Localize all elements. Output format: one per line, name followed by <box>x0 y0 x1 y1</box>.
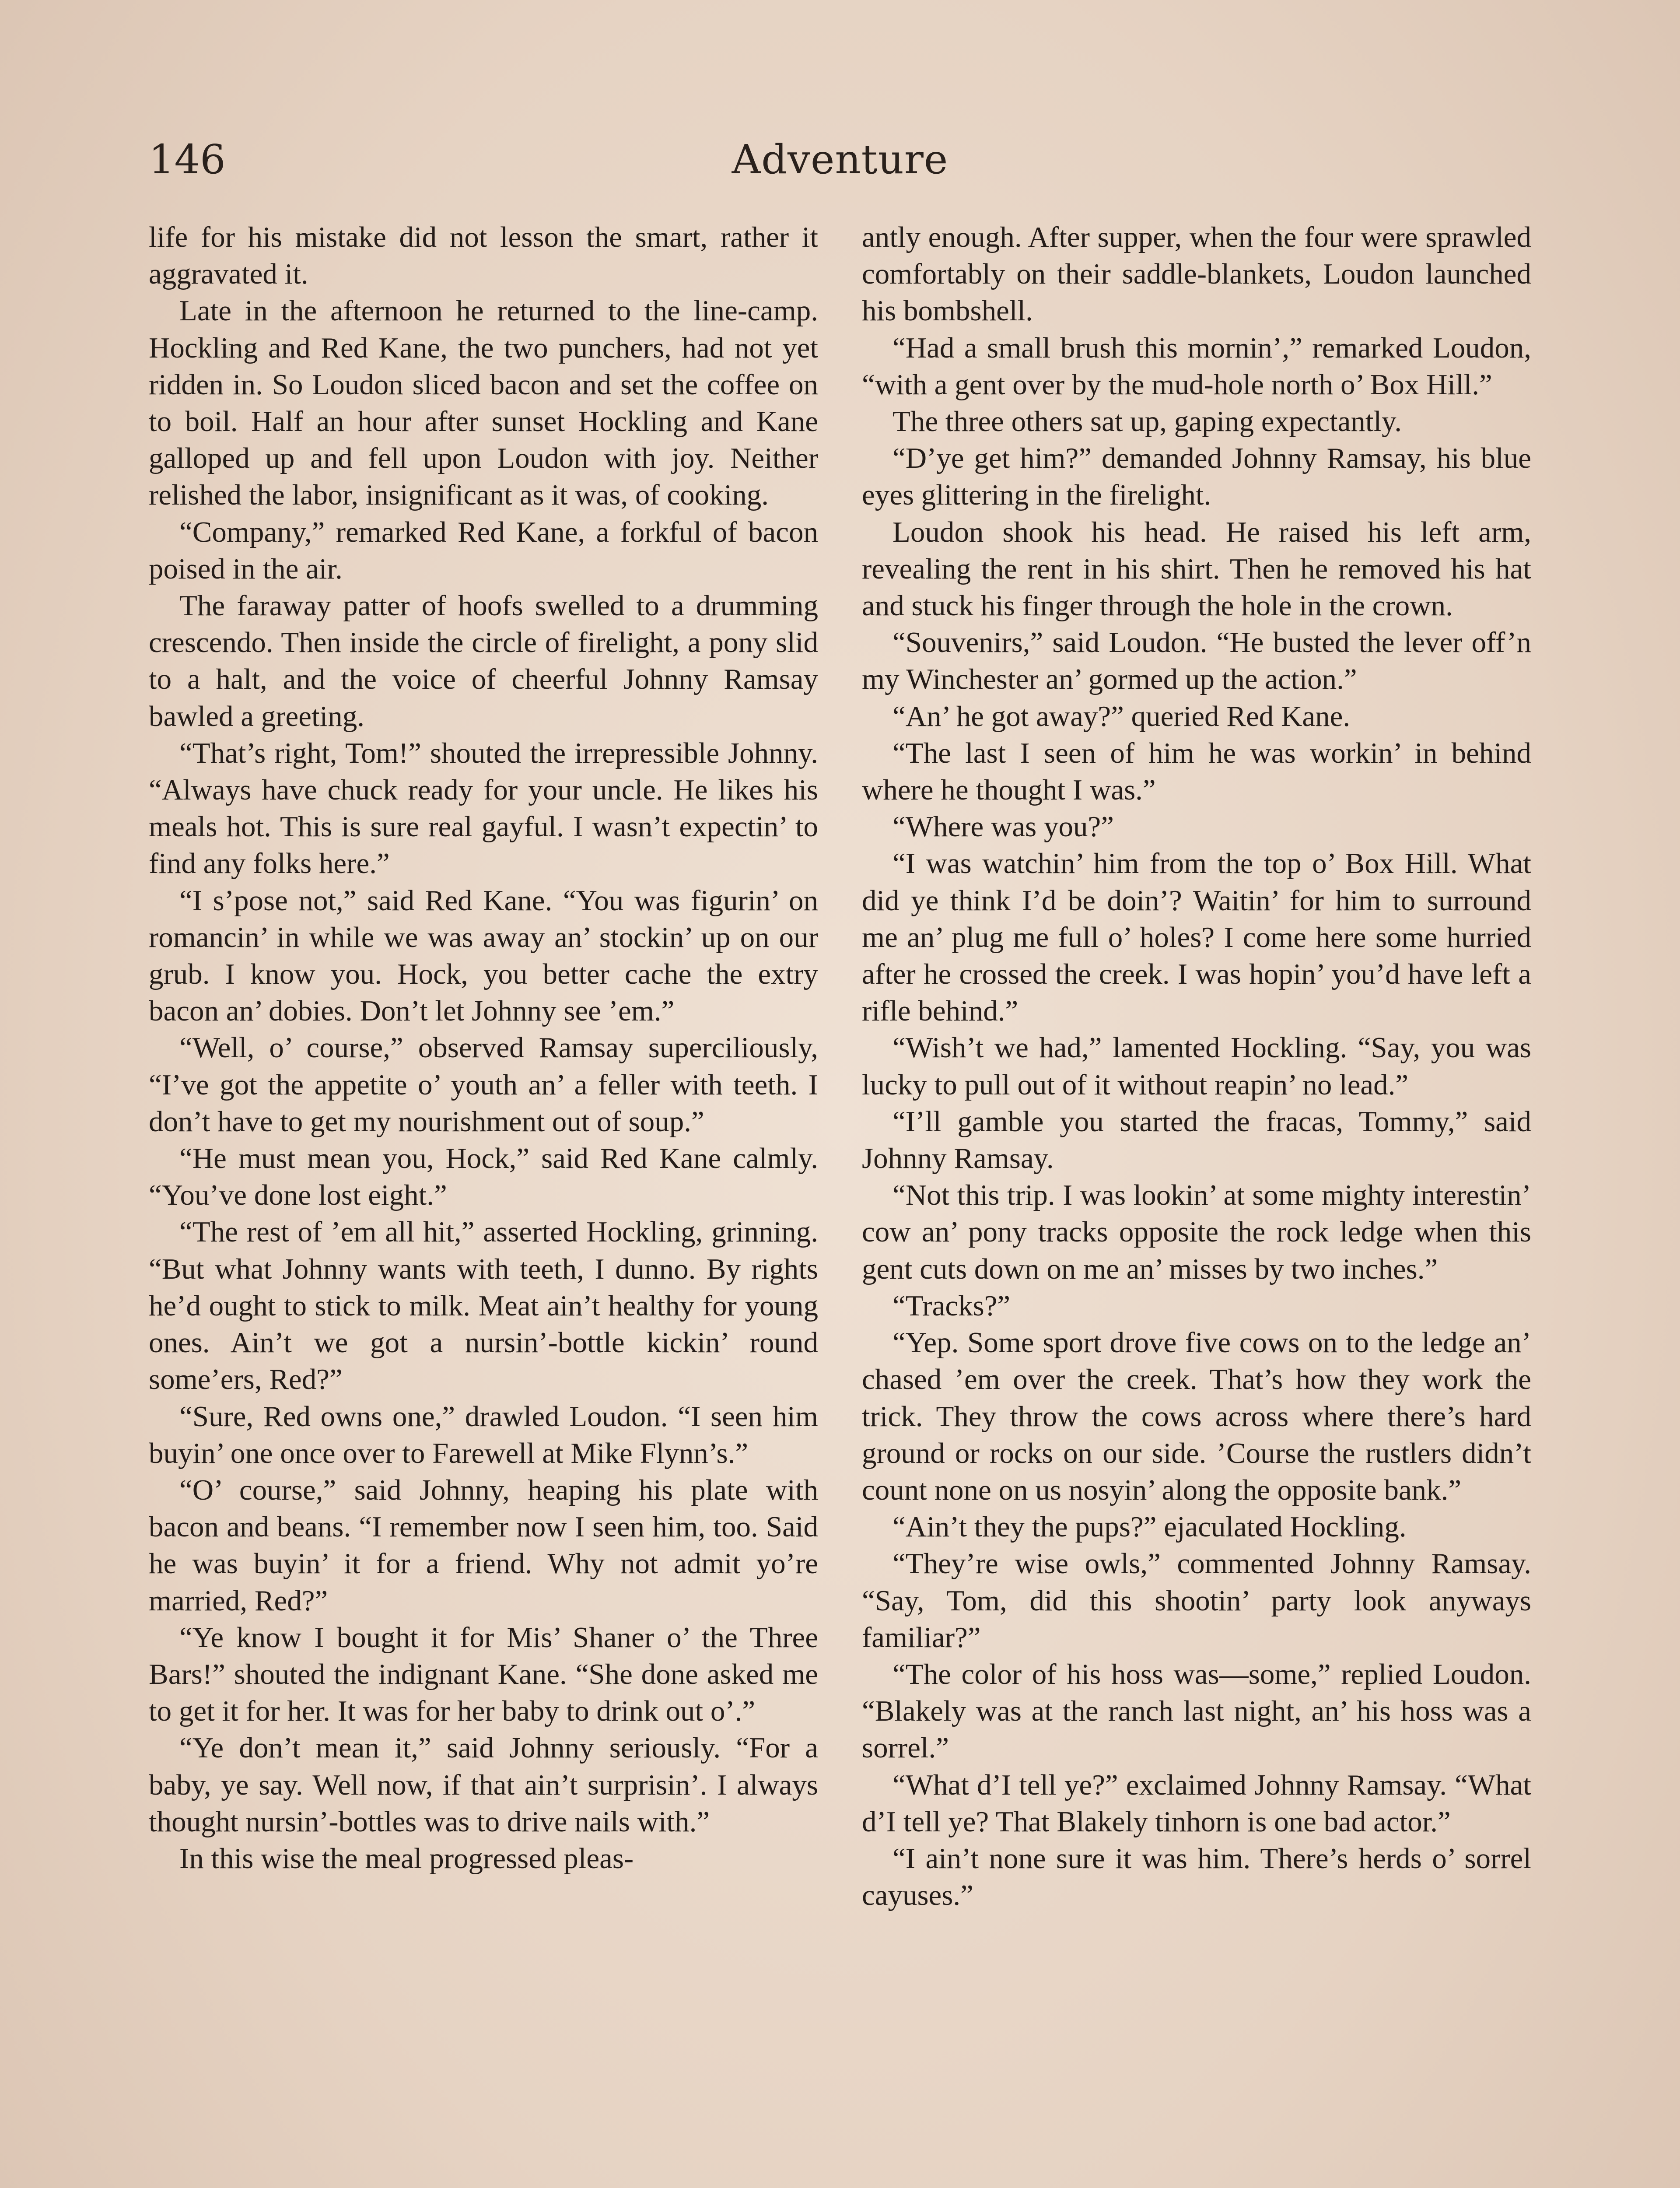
paragraph: life for his mistake did not lesson the smart, rather it aggravated it. <box>149 221 818 291</box>
paragraph: “I s’pose not,” said Red Kane. “You was figurin’ on romancin’ in while we was away an’ stockin’ up on our grub. I know you. Hock, you better cache the extry bacon an’ dobies. Don’t let Johnny see ’em.” <box>149 884 818 1027</box>
paragraph: “Company,” remarked Red Kane, a forkful of bacon poised in the air. <box>149 515 818 585</box>
paragraph: “Yep. Some sport drove five cows on to the ledge an’ chased ’em over the creek. That’s how they work the trick. They throw the cows across where there’s hard ground or rocks on our side. ’Course the rustlers didn’t count none on us nosyin’ along the opposite bank.” <box>862 1326 1531 1506</box>
paragraph: “Sure, Red owns one,” drawled Loudon. “I seen him buyin’ one once over to Farewell at Mike Flynn’s.” <box>149 1400 818 1469</box>
paragraph: In this wise the meal progressed pleas- <box>179 1842 634 1875</box>
paragraph: “They’re wise owls,” commented Johnny Ramsay. “Say, Tom, did this shootin’ party look anyways familiar?” <box>862 1547 1531 1654</box>
paragraph: “Souvenirs,” said Loudon. “He busted the lever off’n my Winchester an’ gormed up the action.” <box>862 626 1531 696</box>
right-column <box>862 219 1531 2188</box>
text-columns <box>149 219 1531 2188</box>
paragraph: “Ye know I bought it for Mis’ Shaner o’ the Three Bars!” shouted the indignant Kane. “She done asked me to get it for her. It was for her baby to drink out o’.” <box>149 1621 818 1728</box>
page-header <box>149 127 1531 193</box>
paragraph: Late in the afternoon he returned to the line-camp. Hockling and Red Kane, the two punchers, had not yet ridden in. So Loudon sliced bacon and set the coffee on to boil. Half an hour after sunset Hockling and Kane galloped up and fell upon Loudon with joy. Neither relished the labor, insignificant as it was, of cooking. <box>149 295 818 512</box>
paragraph: “Ain’t they the pups?” ejaculated Hockling. <box>892 1511 1407 1543</box>
paragraph: “Wish’t we had,” lamented Hockling. “Say, you was lucky to pull out of it without reapin’ no lead.” <box>862 1031 1531 1101</box>
running-title: Adventure <box>732 136 948 183</box>
paragraph: “What d’I tell ye?” exclaimed Johnny Ramsay. “What d’I tell ye? That Blakely tinhorn is one bad actor.” <box>862 1768 1531 1838</box>
paragraph: “Ye don’t mean it,” said Johnny seriously. “For a baby, ye say. Well now, if that ain’t surprisin’. I always thought nursin’-bottles was to drive nails with.” <box>149 1732 818 1838</box>
paragraph: “Where was you?” <box>892 810 1114 843</box>
paragraph: “Tracks?” <box>892 1289 1011 1322</box>
paragraph: “He must mean you, Hock,” said Red Kane calmly. “You’ve done lost eight.” <box>149 1142 818 1212</box>
paragraph: Loudon shook his head. He raised his left arm, revealing the rent in his shirt. Then he removed his hat and stuck his finger through the hole in the crown. <box>862 515 1531 622</box>
paragraph: “I ain’t none sure it was him. There’s herds o’ sorrel cayuses.” <box>862 1842 1531 1912</box>
paragraph: antly enough. After supper, when the four were sprawled comfortably on their saddle-blankets, Loudon launched his bombshell. <box>862 221 1531 327</box>
paragraph: “That’s right, Tom!” shouted the irrepressible Johnny. “Always have chuck ready for your uncle. He likes his meals hot. This is sure real gayful. I wasn’t expectin’ to find any folks here.” <box>149 736 818 880</box>
paragraph: “O’ course,” said Johnny, heaping his plate with bacon and beans. “I remember now I seen him, too. Said he was buyin’ it for a friend. Why not admit yo’re married, Red?” <box>149 1473 818 1617</box>
paragraph: “The last I seen of him he was workin’ in behind where he thought I was.” <box>862 736 1531 806</box>
paragraph: “I’ll gamble you started the fracas, Tommy,” said Johnny Ramsay. <box>862 1105 1531 1175</box>
paragraph: “Had a small brush this mornin’,” remarked Loudon, “with a gent over by the mud-hole north o’ Box Hill.” <box>862 331 1531 401</box>
paragraph: “An’ he got away?” queried Red Kane. <box>892 700 1351 733</box>
paragraph: The faraway patter of hoofs swelled to a drumming crescendo. Then inside the circle of firelight, a pony slid to a halt, and the voice of cheerful Johnny Ramsay bawled a greeting. <box>149 589 818 733</box>
paragraph: “The rest of ’em all hit,” asserted Hockling, grinning. “But what Johnny wants with teeth, I dunno. By rights he’d ought to stick to milk. Meat ain’t healthy for young ones. Ain’t we got a nursin’-bottle kickin’ round some’ers, Red?” <box>149 1216 818 1396</box>
page-number: 146 <box>149 136 226 183</box>
paragraph: “Not this trip. I was lookin’ at some mighty interestin’ cow an’ pony tracks opposite the rock ledge when this gent cuts down on me an’ misses by two inches.” <box>862 1179 1531 1285</box>
paragraph: “Well, o’ course,” observed Ramsay superciliously, “I’ve got the appetite o’ youth an’ a feller with teeth. I don’t have to get my nourishment out of soup.” <box>149 1031 818 1138</box>
paragraph: The three others sat up, gaping expectantly. <box>892 405 1402 438</box>
paragraph: “I was watchin’ him from the top o’ Box Hill. What did ye think I’d be doin’? Waitin’ for him to surround me an’ plug me full o’ holes? I come here some hurried after he crossed the creek. I was hopin’ you’d have left a rifle behind.” <box>862 847 1531 1027</box>
paragraph: “D’ye get him?” demanded Johnny Ramsay, his blue eyes glittering in the firelight. <box>862 442 1531 512</box>
paragraph: “The color of his hoss was—some,” replied Loudon. “Blakely was at the ranch last night, an’ his hoss was a sorrel.” <box>862 1658 1531 1764</box>
left-column <box>149 219 818 2188</box>
